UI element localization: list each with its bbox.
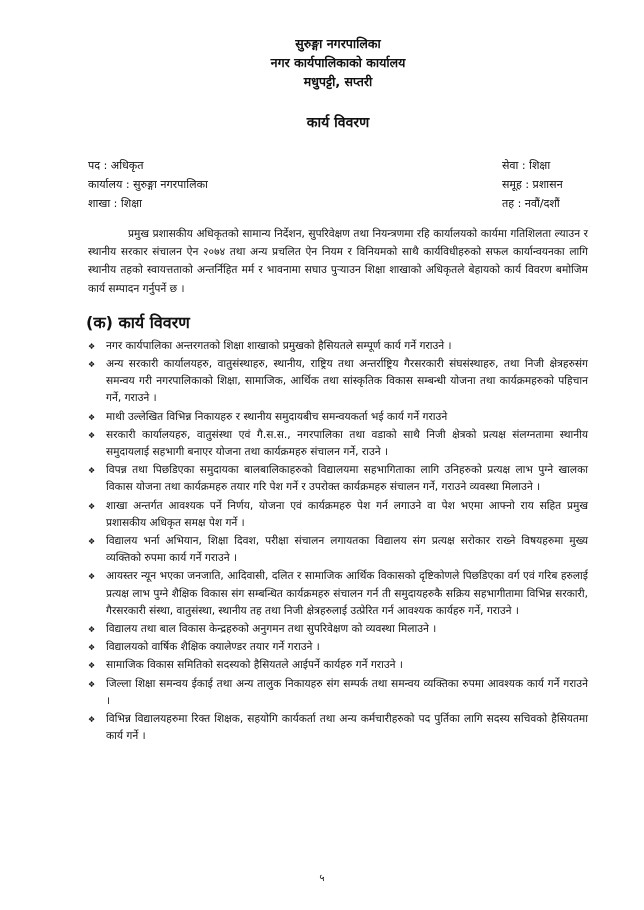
duty-item bbox=[88, 462, 588, 496]
diamond-bullet-icon: ❖ bbox=[88, 715, 96, 725]
diamond-bullet-icon: ❖ bbox=[88, 537, 96, 547]
duty-item bbox=[88, 639, 588, 656]
intro-paragraph: प्रमुख प्रशासकीय अधिकृतको सामान्य निर्देशन, सुपरिवेक्षण तथा नियन्त्रणमा रहि कार्यालयको कार्यमा गतिशिलता ल्याउन र स्थानीय सरकार संचालन ऐन २०७४ तथा अन्य प्रचलित ऐन नियम र विनियमको साथै कार्यविधीहरुको सफल कार्यान्वयनका लागि स्थानीय तहको स्वायत्तताको अन्तर्निहित मर्म र भावनामा सघाउ पुऱ्याउन शिक्षा शाखाको अधिकृतले बेहायको कार्य विवरण बमोजिम कार्य सम्पादन गर्नुपर्ने छ । bbox=[88, 228, 588, 295]
level-field: तह : नवौं/दशौं bbox=[502, 197, 560, 210]
duty-item bbox=[88, 498, 588, 532]
duty-text: विपन्न तथा पिछडिएका समुदायका बालबालिकाहरुको विद्यालयमा सहभागिताका लागि उनिहरुको प्रत्यक्ष लाभ पुग्ने खालका विकास योजना तथा कार्यक्रमहरु तयार गरि पेश गर्ने र उपरोक्त कार्यक्रमहरु संचालन गर्ने, गराउने व्यवस्था मिलाउने । bbox=[106, 464, 588, 494]
duty-text: आयस्तर न्यून भएका जनजाति, आदिवासी, दलित र सामाजिक आर्थिक विकासको दृष्टिकोणले पिछडिएका वर्ग एवं गरिब हरुलाई प्रत्यक्ष लाभ पुग्ने शैक्षिक विकास संग सम्बन्धित कार्यक्रमहरु संचालन गर्न ती समुदायहरुकै सक्रिय सहभागीतामा विभिन्न सरकारी, गैरसरकारी संस्था, वातुसंस्था, स्थानीय तह तथा निजी क्षेत्रहरुलाई उत्प्रेरित गर्न आवश्यक कार्यहरु गर्ने, गराउने । bbox=[106, 570, 588, 617]
municipality-name: सुरुङ्गा नगरपालिका bbox=[295, 36, 381, 51]
duty-item bbox=[88, 711, 588, 745]
office-address: मधुपट्टी, सप्तरी bbox=[303, 74, 373, 89]
duty-text: सरकारी कार्यालयहरु, वातुसंस्था एवं गै.स.स., नगरपालिका तथा वडाको साथै निजी क्षेत्रको प्रत्यक्ष संलग्नतामा स्थानीय समुदायलाई सहभागी बनाएर योजना तथा कार्यक्रमहरु संचालन गर्ने, राउने । bbox=[106, 428, 588, 459]
section-heading: (क) कार्य विवरण bbox=[86, 312, 190, 332]
duty-item bbox=[88, 568, 588, 620]
duty-text: विद्यालय तथा बाल विकास केन्द्रहरुको अनुगमन तथा सुपरिवेक्षण को व्यवस्था मिलाउने । bbox=[106, 623, 437, 636]
section-field: शाखा : शिक्षा bbox=[88, 197, 142, 210]
duty-text: माथी उल्लेखित विभिन्न निकायहरु र स्थानीय समुदायबीच समन्वयकर्ता भई कार्य गर्ने गराउने bbox=[106, 410, 448, 423]
post-field: पद : अधिकृत bbox=[88, 159, 144, 172]
meta-row bbox=[88, 194, 588, 213]
duty-text: शाखा अन्तर्गत आवश्यक पर्ने निर्णय, योजना एवं कार्यक्रमहरु पेश गर्न लगाउने वा पेश भएमा आफ्नो राय सहित प्रमुख प्रशासकीय अधिकृत समक्ष पेश गर्ने । bbox=[106, 499, 588, 529]
diamond-bullet-icon: ❖ bbox=[88, 625, 96, 635]
duty-list bbox=[88, 338, 588, 746]
duty-item bbox=[88, 338, 588, 355]
duty-text: विभिन्न विद्यालयहरुमा रिक्त शिक्षक, सहयोगि कार्यकर्ता तथा अन्य कर्मचारीहरुको पद पुर्तिका लागि सदस्य सचिवको हैसियतमा कार्य गर्ने । bbox=[106, 713, 588, 743]
duty-text: जिल्ला शिक्षा समन्वय ईकाई तथा अन्य तालुक निकायहरु संग सम्पर्क तथा समन्वय व्यक्तिका रुपमा आवश्यक कार्य गर्ने गराउने । bbox=[106, 677, 588, 707]
diamond-bullet-icon: ❖ bbox=[88, 643, 96, 653]
duty-text: सामाजिक विकास समितिको सदस्यको हैसियतले आईपर्ने कार्यहरु गर्ने गराउने । bbox=[106, 659, 403, 672]
diamond-bullet-icon: ❖ bbox=[88, 679, 96, 689]
duty-item bbox=[88, 621, 588, 638]
duty-text: अन्य सरकारी कार्यालयहरु, वातुसंस्थाहरु, स्थानीय, राष्ट्रिय तथा अन्तर्राष्ट्रिय गैरसरकारी संघसंस्थाहरु, तथा निजी क्षेत्रहरुसंग समन्वय गरी नगरपालिकाको शिक्षा, सामाजिक, आर्थिक तथा सांस्कृतिक विकास सम्बन्धी योजना तथा कार्यक्रमहरुको पहिचान गर्ने, गराउने । bbox=[106, 358, 588, 405]
meta-row bbox=[88, 175, 588, 194]
diamond-bullet-icon: ❖ bbox=[88, 341, 96, 351]
duty-item bbox=[88, 427, 588, 461]
diamond-bullet-icon: ❖ bbox=[88, 430, 96, 440]
document-title: कार्य विवरण bbox=[306, 115, 370, 131]
letterhead bbox=[88, 34, 588, 91]
service-field: सेवा : शिक्षा bbox=[502, 159, 551, 172]
group-field: समूह : प्रशासन bbox=[502, 178, 563, 191]
meta-row bbox=[88, 156, 588, 175]
diamond-bullet-icon: ❖ bbox=[88, 501, 96, 511]
duty-item bbox=[88, 356, 588, 408]
duty-text: नगर कार्यपालिका अन्तरगतको शिक्षा शाखाको प्रमुखको हैसियतले सम्पूर्ण कार्य गर्ने गराउने । bbox=[106, 339, 452, 352]
office-name: नगर कार्यपालिकाको कार्यालय bbox=[270, 55, 406, 70]
duty-item bbox=[88, 676, 588, 710]
diamond-bullet-icon: ❖ bbox=[88, 466, 96, 476]
diamond-bullet-icon: ❖ bbox=[88, 412, 96, 422]
diamond-bullet-icon: ❖ bbox=[88, 572, 96, 582]
office-field: कार्यालय : सुरुङ्गा नगरपालिका bbox=[88, 178, 208, 191]
position-details bbox=[88, 156, 588, 213]
duty-item bbox=[88, 657, 588, 674]
diamond-bullet-icon: ❖ bbox=[88, 360, 96, 370]
duty-text: विद्यालयको वार्षिक शैक्षिक क्यालेण्डर तयार गर्ने गराउने । bbox=[106, 641, 320, 654]
duty-item bbox=[88, 533, 588, 567]
duty-text: विद्यालय भर्ना अभियान, शिक्षा दिवश, परीक्षा संचालन लगायतका विद्यालय संग प्रत्यक्ष सरोकार राख्ने विषयहरुमा मुख्य व्यक्तिको रुपमा कार्य गर्ने गराउने । bbox=[106, 535, 588, 565]
diamond-bullet-icon: ❖ bbox=[88, 661, 96, 671]
duty-item bbox=[88, 409, 588, 426]
page-number: ५ bbox=[319, 873, 325, 884]
